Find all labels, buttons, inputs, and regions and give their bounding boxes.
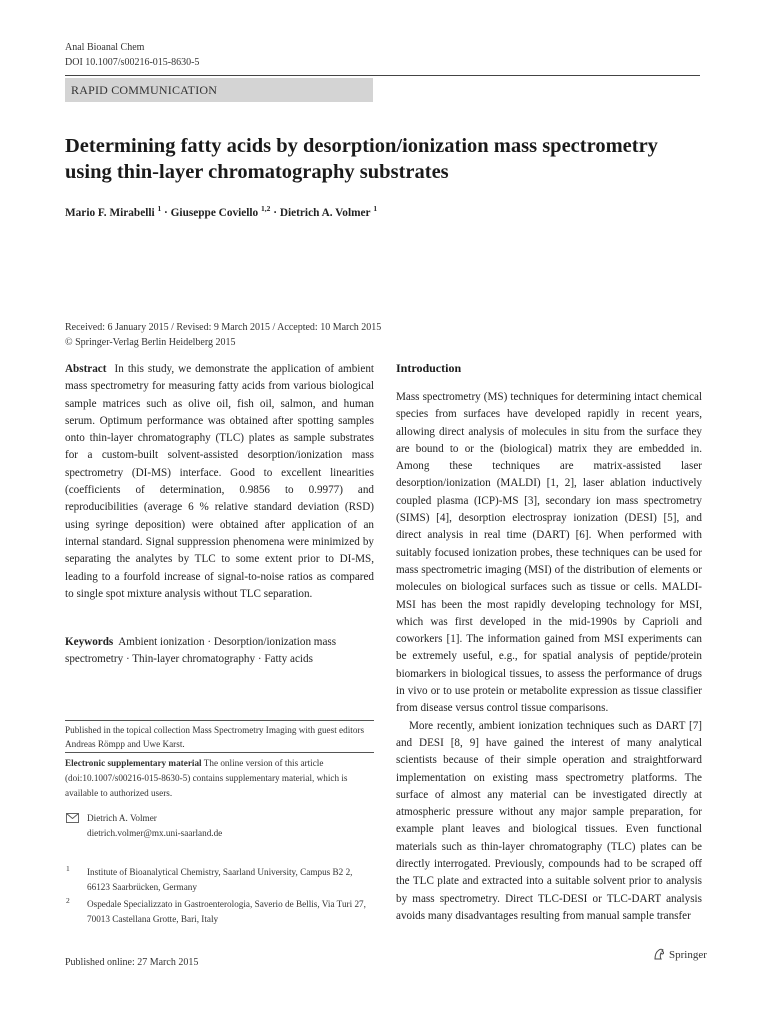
article-doi: DOI 10.1007/s00216-015-8630-5 xyxy=(65,57,200,68)
publisher-logo xyxy=(652,947,707,961)
correspondence xyxy=(87,811,222,841)
copyright-line: © Springer-Verlag Berlin Heidelberg 2015 xyxy=(65,337,236,348)
supplementary-material-note xyxy=(65,756,374,801)
header-rule xyxy=(65,75,700,76)
corresponding-author: Dietrich A. Volmer xyxy=(87,813,157,823)
publisher-name: Springer xyxy=(669,949,707,961)
affiliation-number: 2 xyxy=(66,896,70,905)
keywords-label: Keywords xyxy=(65,636,114,648)
topical-collection-note: Published in the topical collection Mass Spectrometry Imaging with guest editors Andreas Römpp and Uwe Karst. xyxy=(65,725,365,749)
author-affiliation-mark: 1,2 xyxy=(261,204,271,213)
affiliation-text: Ospedale Specializzato in Gastroenterologia, Saverio de Bellis, Via Turi 27, 70013 Castellana Grotte, Bari, Italy xyxy=(87,899,366,924)
article-title: Determining fatty acids by desorption/ionization mass spectrometry using thin-layer chromatography substrates xyxy=(65,135,658,183)
journal-header xyxy=(65,40,199,70)
affiliation-text: Institute of Bioanalytical Chemistry, Saarland University, Campus B2 2, 66123 Saarbrücken, Germany xyxy=(87,867,353,892)
author-name[interactable]: Mario F. Mirabelli xyxy=(65,206,155,219)
affiliation-number: 1 xyxy=(66,864,70,873)
journal-name: Anal Bioanal Chem xyxy=(65,42,145,53)
keywords xyxy=(65,634,374,669)
keywords-text: Ambient ionization · Desorption/ionization mass spectrometry · Thin-layer chromatography · Fatty acids xyxy=(65,636,337,666)
author-separator: · xyxy=(273,206,278,219)
introduction-heading: Introduction xyxy=(396,361,462,375)
abstract xyxy=(65,361,374,603)
corresponding-email[interactable]: dietrich.volmer@mx.uni-saarland.de xyxy=(87,828,223,838)
abstract-label: Abstract xyxy=(65,363,107,375)
author-name[interactable]: Giuseppe Coviello xyxy=(170,206,259,219)
article-history xyxy=(65,320,705,350)
esm-label: Electronic supplementary material xyxy=(65,758,202,768)
author-affiliation-mark: 1 xyxy=(373,204,378,213)
introduction-paragraph: More recently, ambient ionization techniques such as DART [7] and DESI [8, 9] have gained the interest of many analytical scientists because of their simple operation and straightforward implementation on existing mass spectrometry platforms. The surface of almost any material can be investigated directly at atmospheric pressure without any major sample preparation, for example plant leaves and biological tissues. Even functional materials such as thin-layer chromatography (TLC) plates can be directly interrogated. Previously, compounds had to be scraped off the TLC plate and extracted into a suitable solvent prior to analysis by mass spectrometry. Direct TLC-DESI or TLC-DART analysis avoids many disadvantages resulting from manual sample transfer xyxy=(396,719,702,922)
author-list xyxy=(65,204,377,219)
published-online: Published online: 27 March 2015 xyxy=(65,957,199,968)
footnote-rule xyxy=(65,720,374,721)
abstract-text: In this study, we demonstrate the application of ambient mass spectrometry for measuring fatty acids from various biological sample matrices such as olive oil, fish oil, salmon, and human serum. Optimum performance was obtained after spotting samples onto thin-layer chromatography (TLC) plates as sample substrates for a custom-built solvent-assisted desorption/ionization mass spectrometry (DI-MS) interface. Good to excellent linearities (coefficients of determination, 0.9856 to 0.9977) and reproducibilities (average 6 % relative standard deviation (RSD) using syringe deposition) were obtained after application of an internal standard. Signal suppression phenomena were minimized by separating the analytes by TLC to some extent prior to DI-MS, leading to a fourfold increase of signal-to-noise ratios as compared to single spot mixture analysis without TLC separation. xyxy=(65,363,374,600)
introduction-paragraph: Mass spectrometry (MS) techniques for determining intact chemical species from surfaces have developed rapidly in recent years, allowing direct analysis of molecules in situ from the surface they are bound to or the (biological) matrix they are embedded in. Among these techniques are matrix-assisted laser desorption/ionization (MALDI) [1, 2], laser ablation inductively coupled plasma (ICP)-MS [3], secondary ion mass spectrometry (SIMS) [4], desorption electrospray ionization (DESI) [5], and direct analysis in real time (DART) [6]. When performed with suitably focused ionization probes, these techniques can be used for mass spectrometric imaging (MSI) of the distribution of elements or molecules on biological surfaces such as tissue or cells. MALDI-MSI has been the most rapidly developing technology for MSI, which was first developed in the mid-1990s by Caprioli and coworkers [1]. The information gained from MSI experiments can be extremely useful, e.g., for spatial analysis of peptide/protein biomarkers in biological tissues, to assess the performance of drugs in vivo or to use protein or metabolite expression as tissue classifier from disease versus control tissue comparisons. xyxy=(396,391,702,715)
received-dates: Received: 6 January 2015 / Revised: 9 March 2015 / Accepted: 10 March 2015 xyxy=(65,322,382,333)
introduction-body xyxy=(396,389,702,925)
author-name[interactable]: Dietrich A. Volmer xyxy=(279,206,371,219)
springer-horse-icon xyxy=(652,947,666,961)
author-affiliation-mark: 1 xyxy=(157,204,162,213)
article-type-badge: RAPID COMMUNICATION xyxy=(65,78,373,102)
envelope-icon xyxy=(66,812,79,827)
esm-text: The online version of this article (doi:10.1007/s00216-015-8630-5) contains supplementary material, which is available to authorized users. xyxy=(65,758,348,798)
author-separator: · xyxy=(164,206,168,219)
footnote-rule xyxy=(65,752,374,753)
